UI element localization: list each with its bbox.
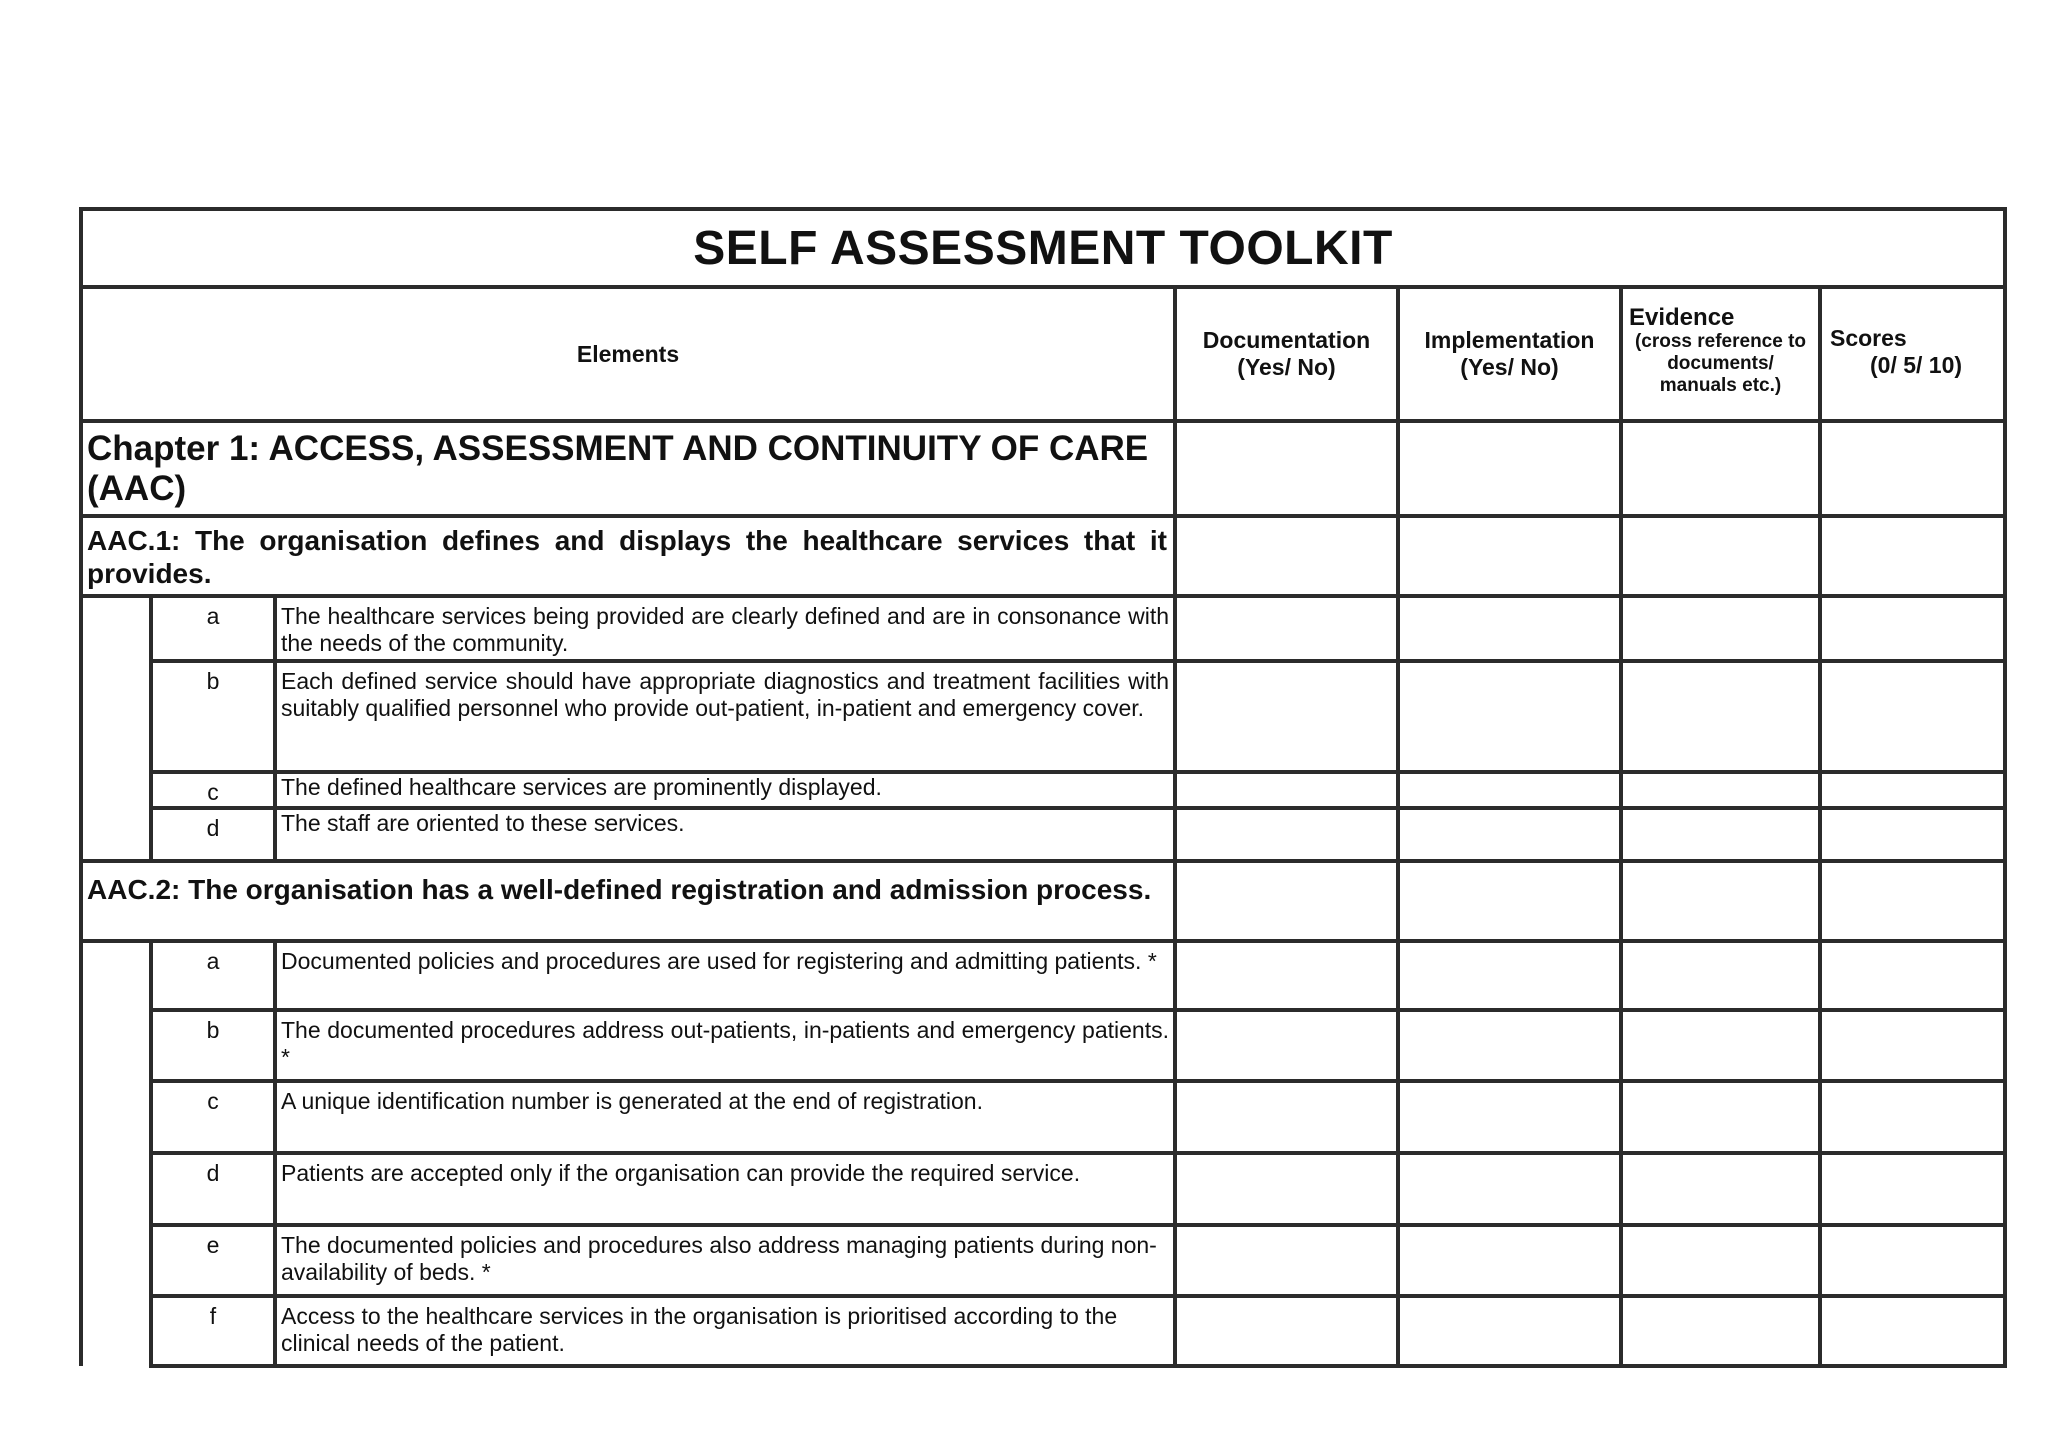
scores-cell[interactable] <box>1820 421 2005 516</box>
implementation-cell[interactable] <box>1398 1010 1621 1081</box>
scores-cell[interactable] <box>1820 596 2005 661</box>
scores-cell[interactable] <box>1820 808 2005 861</box>
header-evidence-sub2: documents/ <box>1667 353 1774 374</box>
table-row <box>81 1081 2005 1153</box>
documentation-cell[interactable] <box>1175 808 1398 861</box>
evidence-cell[interactable] <box>1621 596 1820 661</box>
evidence-cell[interactable] <box>1621 808 1820 861</box>
evidence-cell[interactable] <box>1621 1296 1820 1366</box>
table-row <box>81 596 2005 661</box>
standard-row <box>81 861 2005 941</box>
scores-cell[interactable] <box>1820 861 2005 941</box>
implementation-cell[interactable] <box>1398 861 1621 941</box>
evidence-cell[interactable] <box>1621 661 1820 772</box>
documentation-cell[interactable] <box>1175 861 1398 941</box>
header-evidence <box>1621 287 1820 421</box>
documentation-cell[interactable] <box>1175 516 1398 596</box>
item-letter: b <box>151 1010 275 1081</box>
scores-cell[interactable] <box>1820 516 2005 596</box>
item-letter: a <box>151 941 275 1010</box>
toolkit-sheet <box>79 207 2003 1356</box>
chapter-row <box>81 421 2005 516</box>
documentation-cell[interactable] <box>1175 661 1398 772</box>
implementation-cell[interactable] <box>1398 661 1621 772</box>
self-assessment-table <box>79 207 2007 1368</box>
item-text: Patients are accepted only if the organisation can provide the required service. <box>275 1153 1175 1225</box>
scores-cell[interactable] <box>1820 1225 2005 1296</box>
header-evidence-label: Evidence <box>1629 304 1735 331</box>
evidence-cell[interactable] <box>1621 1010 1820 1081</box>
item-letter: f <box>151 1296 275 1366</box>
documentation-cell[interactable] <box>1175 1225 1398 1296</box>
documentation-cell[interactable] <box>1175 1081 1398 1153</box>
evidence-cell[interactable] <box>1621 516 1820 596</box>
item-text: The healthcare services being provided are clearly defined and are in consonance with the needs of the community. <box>275 596 1175 661</box>
chapter-heading: Chapter 1: ACCESS, ASSESSMENT AND CONTINUITY OF CARE (AAC) <box>81 421 1175 516</box>
item-text: The defined healthcare services are prominently displayed. <box>275 772 1175 808</box>
scores-cell[interactable] <box>1820 1081 2005 1153</box>
table-row <box>81 941 2005 1010</box>
item-letter: c <box>151 772 275 808</box>
header-implementation <box>1398 287 1621 421</box>
item-letter: c <box>151 1081 275 1153</box>
evidence-cell[interactable] <box>1621 941 1820 1010</box>
item-text: The documented procedures address out-patients, in-patients and emergency patients. * <box>275 1010 1175 1081</box>
standard-heading: AAC.1: The organisation defines and displays the healthcare services that it provides. <box>81 516 1175 596</box>
item-letter: e <box>151 1225 275 1296</box>
documentation-cell[interactable] <box>1175 772 1398 808</box>
item-letter: a <box>151 596 275 661</box>
scores-cell[interactable] <box>1820 1153 2005 1225</box>
header-scores <box>1820 287 2005 421</box>
documentation-cell[interactable] <box>1175 1010 1398 1081</box>
documentation-cell[interactable] <box>1175 596 1398 661</box>
header-documentation-sub: (Yes/ No) <box>1237 354 1336 380</box>
header-implementation-sub: (Yes/ No) <box>1460 354 1559 380</box>
evidence-cell[interactable] <box>1621 1225 1820 1296</box>
header-evidence-sub3: manuals etc.) <box>1659 375 1782 396</box>
indent-cell <box>81 941 151 1366</box>
implementation-cell[interactable] <box>1398 516 1621 596</box>
header-scores-sub: (0/ 5/ 10) <box>1870 352 1963 378</box>
implementation-cell[interactable] <box>1398 1296 1621 1366</box>
item-text: The staff are oriented to these services. <box>275 808 1175 861</box>
evidence-cell[interactable] <box>1621 772 1820 808</box>
item-text: Documented policies and procedures are used for registering and admitting patients. * <box>275 941 1175 1010</box>
item-letter: d <box>151 808 275 861</box>
table-row <box>81 661 2005 772</box>
scores-cell[interactable] <box>1820 661 2005 772</box>
item-text: The documented policies and procedures also address managing patients during non-availability of beds. * <box>275 1225 1175 1296</box>
table-row <box>81 1153 2005 1225</box>
evidence-cell[interactable] <box>1621 1081 1820 1153</box>
standard-row <box>81 516 2005 596</box>
scores-cell[interactable] <box>1820 1296 2005 1366</box>
header-row <box>81 287 2005 421</box>
scores-cell[interactable] <box>1820 1010 2005 1081</box>
implementation-cell[interactable] <box>1398 1153 1621 1225</box>
implementation-cell[interactable] <box>1398 596 1621 661</box>
header-scores-label: Scores <box>1830 325 1907 351</box>
scores-cell[interactable] <box>1820 772 2005 808</box>
implementation-cell[interactable] <box>1398 808 1621 861</box>
table-row <box>81 1225 2005 1296</box>
item-letter: d <box>151 1153 275 1225</box>
evidence-cell[interactable] <box>1621 421 1820 516</box>
implementation-cell[interactable] <box>1398 1225 1621 1296</box>
table-row <box>81 1296 2005 1366</box>
header-documentation-label: Documentation <box>1202 327 1371 353</box>
implementation-cell[interactable] <box>1398 772 1621 808</box>
documentation-cell[interactable] <box>1175 941 1398 1010</box>
table-row <box>81 808 2005 861</box>
documentation-cell[interactable] <box>1175 1153 1398 1225</box>
scores-cell[interactable] <box>1820 941 2005 1010</box>
documentation-cell[interactable] <box>1175 1296 1398 1366</box>
implementation-cell[interactable] <box>1398 941 1621 1010</box>
item-text: Each defined service should have appropriate diagnostics and treatment facilities with suitably qualified personnel who provide out-patient, in-patient and emergency cover. <box>275 661 1175 772</box>
implementation-cell[interactable] <box>1398 1081 1621 1153</box>
table-row <box>81 1010 2005 1081</box>
item-text: Access to the healthcare services in the organisation is prioritised according to the clinical needs of the patient. <box>275 1296 1175 1366</box>
item-letter: b <box>151 661 275 772</box>
title-row <box>81 209 2005 287</box>
header-elements: Elements <box>81 287 1175 421</box>
documentation-cell[interactable] <box>1175 421 1398 516</box>
table-row <box>81 772 2005 808</box>
implementation-cell[interactable] <box>1398 421 1621 516</box>
evidence-cell[interactable] <box>1621 861 1820 941</box>
standard-heading: AAC.2: The organisation has a well-defined registration and admission process. <box>81 861 1175 941</box>
header-documentation <box>1175 287 1398 421</box>
indent-cell <box>81 596 151 861</box>
header-evidence-sub1: (cross reference to <box>1634 331 1807 352</box>
evidence-cell[interactable] <box>1621 1153 1820 1225</box>
item-text: A unique identification number is generated at the end of registration. <box>275 1081 1175 1153</box>
header-implementation-label: Implementation <box>1424 327 1595 353</box>
page-title: SELF ASSESSMENT TOOLKIT <box>81 209 2005 287</box>
